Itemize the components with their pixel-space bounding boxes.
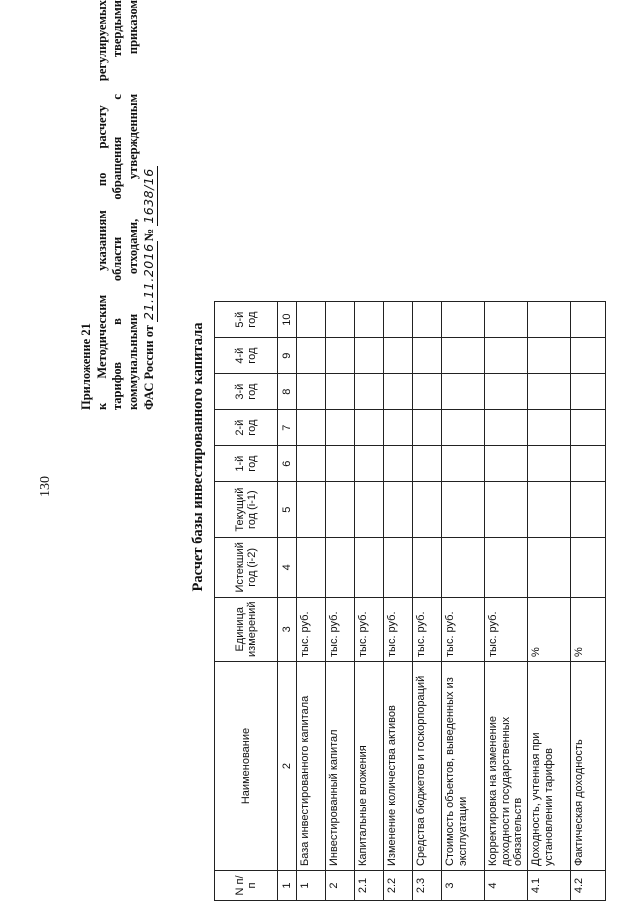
page-number: 130 [38,476,53,497]
empty-value-cell [442,338,485,374]
row-number-cell: 2 [326,871,355,901]
row-name-cell: Доходность, учтенная при установлении тарифов [528,662,571,871]
column-number-cell: 1 [278,871,297,901]
row-unit-cell: % [528,597,571,661]
row-number-cell: 2.1 [355,871,384,901]
table-row [442,302,485,901]
empty-value-cell [297,538,326,597]
empty-value-cell [485,482,528,538]
row-name-cell: Изменение количества активов [384,662,413,871]
empty-value-cell [571,302,606,338]
column-number-cell: 4 [278,538,297,597]
header-cell: 1-й год [215,446,278,482]
empty-value-cell [297,410,326,446]
row-name-cell: Инвестированный капитал [326,662,355,871]
empty-value-cell [413,338,442,374]
row-number-cell: 4 [485,871,528,901]
empty-value-cell [384,338,413,374]
empty-value-cell [355,446,384,482]
table-row [355,302,384,901]
appendix-line-3: тарифов в области обращения с твердыми [110,0,124,410]
column-number-cell: 3 [278,597,297,661]
empty-value-cell [384,374,413,410]
empty-value-cell [384,446,413,482]
number-sign: № [142,228,156,242]
empty-value-cell [571,410,606,446]
empty-value-cell [326,302,355,338]
empty-value-cell [442,374,485,410]
header-cell: Истекший год (i-2) [215,538,278,597]
handwritten-date: 21.11.2016 [141,243,156,320]
empty-value-cell [355,410,384,446]
empty-value-cell [355,302,384,338]
empty-value-cell [442,538,485,597]
empty-value-cell [297,338,326,374]
appendix-line-2: к Методическим указаниям по расчету регулируемых [94,0,109,410]
header-cell: Наименование [215,662,278,871]
empty-value-cell [528,482,571,538]
empty-value-cell [413,410,442,446]
empty-value-cell [571,338,606,374]
empty-value-cell [326,410,355,446]
column-number-cell: 8 [278,374,297,410]
empty-value-cell [355,538,384,597]
empty-value-cell [571,482,606,538]
appendix-line-5 [141,0,158,410]
row-name-cell: Стоимость объектов, выведенных из эксплуатации [442,662,485,871]
column-number-cell: 10 [278,302,297,338]
row-number-cell: 2.3 [413,871,442,901]
empty-value-cell [528,410,571,446]
empty-value-cell [485,538,528,597]
empty-value-cell [384,538,413,597]
row-name-cell: Фактическая доходность [571,662,606,871]
table-row [326,302,355,901]
table-row [485,302,528,901]
empty-value-cell [571,374,606,410]
row-number-cell: 1 [297,871,326,901]
row-unit-cell: тыс. руб. [355,597,384,661]
empty-value-cell [326,482,355,538]
empty-value-cell [297,446,326,482]
empty-value-cell [413,302,442,338]
header-cell: 2-й год [215,410,278,446]
handwritten-number: 1638/16 [141,168,156,224]
empty-value-cell [528,374,571,410]
row-unit-cell: тыс. руб. [384,597,413,661]
column-number-row [278,302,297,901]
appendix-title: Приложение 21 [79,323,93,410]
empty-value-cell [326,538,355,597]
table-row [384,302,413,901]
empty-value-cell [326,374,355,410]
column-number-cell: 9 [278,338,297,374]
row-number-cell: 4.2 [571,871,606,901]
empty-value-cell [485,410,528,446]
empty-value-cell [297,302,326,338]
row-name-cell: База инвестированного капитала [297,662,326,871]
empty-value-cell [442,302,485,338]
empty-value-cell [528,538,571,597]
header-cell: 4-й год [215,338,278,374]
row-number-cell: 2.2 [384,871,413,901]
empty-value-cell [413,482,442,538]
empty-value-cell [413,538,442,597]
table-row [413,302,442,901]
empty-value-cell [528,446,571,482]
table-row [297,302,326,901]
row-name-cell: Средства бюджетов и госкорпораций [413,662,442,871]
header-cell: N п/п [215,871,278,901]
row-number-cell: 4.1 [528,871,571,901]
table-header-row [215,302,278,901]
header-cell: Единица измерений [215,597,278,661]
empty-value-cell [442,410,485,446]
row-unit-cell: тыс. руб. [413,597,442,661]
appendix-date-prefix: ФАС России от [142,325,156,410]
header-cell: 5-й год [215,302,278,338]
empty-value-cell [442,482,485,538]
empty-value-cell [571,538,606,597]
column-number-cell: 7 [278,410,297,446]
header-cell: Текущий год (i-1) [215,482,278,538]
row-name-cell: Капитальные вложения [355,662,384,871]
row-unit-cell: % [571,597,606,661]
empty-value-cell [485,302,528,338]
appendix-header [79,0,158,410]
empty-value-cell [571,446,606,482]
empty-value-cell [355,374,384,410]
empty-value-cell [326,338,355,374]
empty-value-cell [355,338,384,374]
empty-value-cell [485,446,528,482]
column-number-cell: 2 [278,662,297,871]
table-row [571,302,606,901]
investment-capital-table [214,301,606,901]
empty-value-cell [326,446,355,482]
header-cell: 3-й год [215,374,278,410]
row-name-cell: Корректировка на изменение доходности государственных обязательств [485,662,528,871]
row-unit-cell: тыс. руб. [297,597,326,661]
empty-value-cell [485,338,528,374]
empty-value-cell [413,374,442,410]
table-body [215,302,606,901]
empty-value-cell [384,482,413,538]
empty-value-cell [528,302,571,338]
column-number-cell: 6 [278,446,297,482]
row-unit-cell: тыс. руб. [485,597,528,661]
row-number-cell: 3 [442,871,485,901]
empty-value-cell [528,338,571,374]
table-title: Расчет базы инвестированного капитала [190,322,206,592]
empty-value-cell [297,374,326,410]
empty-value-cell [485,374,528,410]
table-row [528,302,571,901]
empty-value-cell [297,482,326,538]
empty-value-cell [442,446,485,482]
row-unit-cell: тыс. руб. [326,597,355,661]
row-unit-cell: тыс. руб. [442,597,485,661]
column-number-cell: 5 [278,482,297,538]
empty-value-cell [384,302,413,338]
empty-value-cell [384,410,413,446]
appendix-line-4: коммунальными отходами, утвержденным приказом [125,0,140,410]
empty-value-cell [355,482,384,538]
empty-value-cell [413,446,442,482]
